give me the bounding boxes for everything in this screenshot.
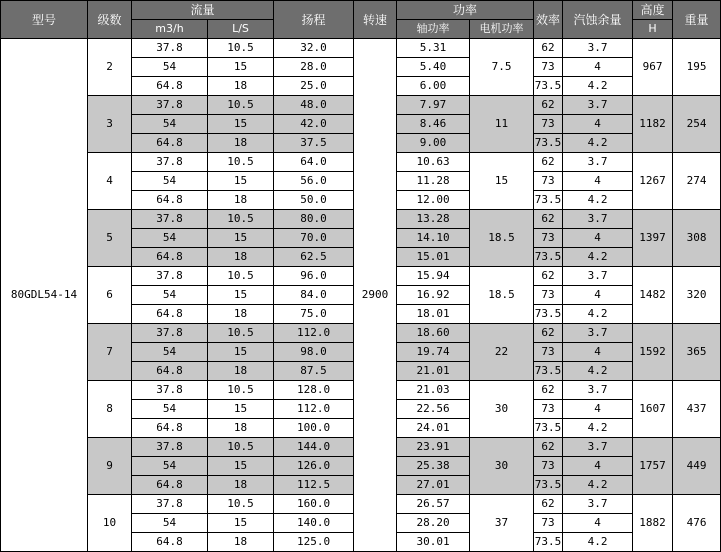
- npsh-cell: 3.7: [563, 39, 633, 58]
- flow-ls-cell: 15: [208, 115, 274, 134]
- flow-ls-cell: 10.5: [208, 96, 274, 115]
- npsh-cell: 4: [563, 172, 633, 191]
- npsh-cell: 4: [563, 58, 633, 77]
- head-cell: 62.5: [274, 248, 354, 267]
- efficiency-cell: 62: [534, 153, 563, 172]
- efficiency-cell: 62: [534, 438, 563, 457]
- flow-m3h-cell: 64.8: [132, 248, 208, 267]
- shaft-power-cell: 8.46: [397, 115, 470, 134]
- stages-cell: 9: [88, 438, 132, 495]
- flow-ls-cell: 15: [208, 58, 274, 77]
- weight-cell: 365: [673, 324, 721, 381]
- head-cell: 50.0: [274, 191, 354, 210]
- header-flow-m3h: m3/h: [132, 20, 208, 39]
- npsh-cell: 4: [563, 514, 633, 533]
- head-cell: 75.0: [274, 305, 354, 324]
- shaft-power-cell: 21.03: [397, 381, 470, 400]
- header-motor-power: 电机功率: [470, 20, 534, 39]
- flow-ls-cell: 18: [208, 305, 274, 324]
- head-cell: 84.0: [274, 286, 354, 305]
- weight-cell: 476: [673, 495, 721, 552]
- npsh-cell: 4.2: [563, 134, 633, 153]
- head-cell: 48.0: [274, 96, 354, 115]
- motor-power-cell: 7.5: [470, 39, 534, 96]
- flow-ls-cell: 18: [208, 77, 274, 96]
- npsh-cell: 3.7: [563, 381, 633, 400]
- npsh-cell: 4.2: [563, 77, 633, 96]
- npsh-cell: 4.2: [563, 305, 633, 324]
- head-cell: 37.5: [274, 134, 354, 153]
- shaft-power-cell: 21.01: [397, 362, 470, 381]
- motor-power-cell: 22: [470, 324, 534, 381]
- header-stages: 级数: [88, 1, 132, 39]
- flow-m3h-cell: 54: [132, 400, 208, 419]
- header-height-unit: H: [633, 20, 673, 39]
- head-cell: 56.0: [274, 172, 354, 191]
- header-head: 扬程: [274, 1, 354, 39]
- stages-cell: 7: [88, 324, 132, 381]
- flow-m3h-cell: 54: [132, 457, 208, 476]
- flow-ls-cell: 15: [208, 229, 274, 248]
- npsh-cell: 4.2: [563, 191, 633, 210]
- efficiency-cell: 62: [534, 96, 563, 115]
- efficiency-cell: 62: [534, 495, 563, 514]
- head-cell: 70.0: [274, 229, 354, 248]
- npsh-cell: 3.7: [563, 495, 633, 514]
- flow-ls-cell: 10.5: [208, 267, 274, 286]
- flow-ls-cell: 10.5: [208, 495, 274, 514]
- flow-m3h-cell: 54: [132, 514, 208, 533]
- flow-ls-cell: 15: [208, 457, 274, 476]
- height-cell: 1182: [633, 96, 673, 153]
- shaft-power-cell: 18.01: [397, 305, 470, 324]
- shaft-power-cell: 19.74: [397, 343, 470, 362]
- stages-cell: 5: [88, 210, 132, 267]
- flow-m3h-cell: 37.8: [132, 495, 208, 514]
- shaft-power-cell: 26.57: [397, 495, 470, 514]
- header-npsh: 汽蚀余量: [563, 1, 633, 39]
- flow-m3h-cell: 37.8: [132, 96, 208, 115]
- head-cell: 112.5: [274, 476, 354, 495]
- flow-m3h-cell: 54: [132, 115, 208, 134]
- weight-cell: 195: [673, 39, 721, 96]
- stages-cell: 10: [88, 495, 132, 552]
- flow-m3h-cell: 54: [132, 172, 208, 191]
- flow-ls-cell: 18: [208, 362, 274, 381]
- npsh-cell: 3.7: [563, 153, 633, 172]
- stages-cell: 2: [88, 39, 132, 96]
- npsh-cell: 4: [563, 286, 633, 305]
- npsh-cell: 3.7: [563, 438, 633, 457]
- efficiency-cell: 73: [534, 286, 563, 305]
- header-flow: 流量: [132, 1, 274, 20]
- header-height: 高度: [633, 1, 673, 20]
- efficiency-cell: 73: [534, 58, 563, 77]
- height-cell: 1607: [633, 381, 673, 438]
- npsh-cell: 4: [563, 400, 633, 419]
- motor-power-cell: 30: [470, 381, 534, 438]
- flow-ls-cell: 15: [208, 343, 274, 362]
- head-cell: 128.0: [274, 381, 354, 400]
- flow-m3h-cell: 37.8: [132, 324, 208, 343]
- flow-ls-cell: 15: [208, 286, 274, 305]
- npsh-cell: 4: [563, 343, 633, 362]
- npsh-cell: 4: [563, 115, 633, 134]
- flow-ls-cell: 15: [208, 172, 274, 191]
- npsh-cell: 4.2: [563, 533, 633, 552]
- npsh-cell: 3.7: [563, 96, 633, 115]
- head-cell: 98.0: [274, 343, 354, 362]
- shaft-power-cell: 15.94: [397, 267, 470, 286]
- head-cell: 160.0: [274, 495, 354, 514]
- efficiency-cell: 62: [534, 210, 563, 229]
- weight-cell: 449: [673, 438, 721, 495]
- flow-m3h-cell: 54: [132, 343, 208, 362]
- efficiency-cell: 73.5: [534, 77, 563, 96]
- height-cell: 1757: [633, 438, 673, 495]
- flow-ls-cell: 18: [208, 533, 274, 552]
- head-cell: 112.0: [274, 324, 354, 343]
- flow-m3h-cell: 37.8: [132, 381, 208, 400]
- flow-m3h-cell: 64.8: [132, 134, 208, 153]
- flow-m3h-cell: 37.8: [132, 210, 208, 229]
- shaft-power-cell: 13.28: [397, 210, 470, 229]
- flow-m3h-cell: 64.8: [132, 476, 208, 495]
- shaft-power-cell: 28.20: [397, 514, 470, 533]
- shaft-power-cell: 24.01: [397, 419, 470, 438]
- shaft-power-cell: 18.60: [397, 324, 470, 343]
- npsh-cell: 3.7: [563, 324, 633, 343]
- weight-cell: 308: [673, 210, 721, 267]
- shaft-power-cell: 15.01: [397, 248, 470, 267]
- efficiency-cell: 62: [534, 381, 563, 400]
- shaft-power-cell: 5.31: [397, 39, 470, 58]
- head-cell: 96.0: [274, 267, 354, 286]
- shaft-power-cell: 22.56: [397, 400, 470, 419]
- header-efficiency: 效率: [534, 1, 563, 39]
- flow-ls-cell: 18: [208, 476, 274, 495]
- weight-cell: 320: [673, 267, 721, 324]
- flow-ls-cell: 18: [208, 419, 274, 438]
- height-cell: 1882: [633, 495, 673, 552]
- shaft-power-cell: 16.92: [397, 286, 470, 305]
- efficiency-cell: 73.5: [534, 134, 563, 153]
- efficiency-cell: 73.5: [534, 305, 563, 324]
- height-cell: 1267: [633, 153, 673, 210]
- efficiency-cell: 73.5: [534, 476, 563, 495]
- height-cell: 967: [633, 39, 673, 96]
- head-cell: 25.0: [274, 77, 354, 96]
- head-cell: 80.0: [274, 210, 354, 229]
- efficiency-cell: 62: [534, 39, 563, 58]
- header-model: 型号: [1, 1, 88, 39]
- efficiency-cell: 73.5: [534, 191, 563, 210]
- flow-ls-cell: 15: [208, 514, 274, 533]
- stages-cell: 8: [88, 381, 132, 438]
- shaft-power-cell: 11.28: [397, 172, 470, 191]
- motor-power-cell: 15: [470, 153, 534, 210]
- head-cell: 144.0: [274, 438, 354, 457]
- head-cell: 140.0: [274, 514, 354, 533]
- flow-m3h-cell: 54: [132, 286, 208, 305]
- npsh-cell: 3.7: [563, 267, 633, 286]
- head-cell: 28.0: [274, 58, 354, 77]
- header-flow-ls: L/S: [208, 20, 274, 39]
- height-cell: 1397: [633, 210, 673, 267]
- model-cell: 80GDL54-14: [1, 39, 88, 552]
- stages-cell: 4: [88, 153, 132, 210]
- npsh-cell: 4.2: [563, 476, 633, 495]
- head-cell: 87.5: [274, 362, 354, 381]
- head-cell: 125.0: [274, 533, 354, 552]
- motor-power-cell: 37: [470, 495, 534, 552]
- head-cell: 64.0: [274, 153, 354, 172]
- header-shaft-power: 轴功率: [397, 20, 470, 39]
- flow-m3h-cell: 54: [132, 229, 208, 248]
- flow-ls-cell: 10.5: [208, 438, 274, 457]
- npsh-cell: 3.7: [563, 210, 633, 229]
- efficiency-cell: 73: [534, 514, 563, 533]
- table-body: [1, 39, 721, 552]
- speed-cell: 2900: [354, 39, 397, 552]
- npsh-cell: 4.2: [563, 419, 633, 438]
- head-cell: 42.0: [274, 115, 354, 134]
- table-row: [1, 39, 721, 58]
- header-weight: 重量: [673, 1, 721, 39]
- shaft-power-cell: 9.00: [397, 134, 470, 153]
- flow-m3h-cell: 64.8: [132, 533, 208, 552]
- flow-m3h-cell: 64.8: [132, 77, 208, 96]
- efficiency-cell: 73: [534, 229, 563, 248]
- shaft-power-cell: 12.00: [397, 191, 470, 210]
- npsh-cell: 4: [563, 229, 633, 248]
- efficiency-cell: 73: [534, 457, 563, 476]
- flow-m3h-cell: 37.8: [132, 153, 208, 172]
- head-cell: 112.0: [274, 400, 354, 419]
- flow-m3h-cell: 64.8: [132, 305, 208, 324]
- height-cell: 1482: [633, 267, 673, 324]
- weight-cell: 254: [673, 96, 721, 153]
- flow-m3h-cell: 37.8: [132, 39, 208, 58]
- efficiency-cell: 73.5: [534, 362, 563, 381]
- flow-ls-cell: 10.5: [208, 381, 274, 400]
- stages-cell: 3: [88, 96, 132, 153]
- shaft-power-cell: 25.38: [397, 457, 470, 476]
- flow-m3h-cell: 54: [132, 58, 208, 77]
- npsh-cell: 4.2: [563, 362, 633, 381]
- efficiency-cell: 62: [534, 267, 563, 286]
- motor-power-cell: 18.5: [470, 210, 534, 267]
- motor-power-cell: 11: [470, 96, 534, 153]
- flow-ls-cell: 15: [208, 400, 274, 419]
- shaft-power-cell: 6.00: [397, 77, 470, 96]
- shaft-power-cell: 27.01: [397, 476, 470, 495]
- flow-m3h-cell: 37.8: [132, 438, 208, 457]
- efficiency-cell: 73: [534, 172, 563, 191]
- head-cell: 126.0: [274, 457, 354, 476]
- flow-ls-cell: 10.5: [208, 39, 274, 58]
- shaft-power-cell: 7.97: [397, 96, 470, 115]
- weight-cell: 274: [673, 153, 721, 210]
- flow-ls-cell: 18: [208, 248, 274, 267]
- efficiency-cell: 73.5: [534, 248, 563, 267]
- shaft-power-cell: 10.63: [397, 153, 470, 172]
- flow-ls-cell: 18: [208, 191, 274, 210]
- shaft-power-cell: 30.01: [397, 533, 470, 552]
- motor-power-cell: 30: [470, 438, 534, 495]
- flow-ls-cell: 10.5: [208, 324, 274, 343]
- flow-ls-cell: 10.5: [208, 153, 274, 172]
- efficiency-cell: 73: [534, 115, 563, 134]
- flow-m3h-cell: 64.8: [132, 362, 208, 381]
- header-power: 功率: [397, 1, 534, 20]
- npsh-cell: 4: [563, 457, 633, 476]
- weight-cell: 437: [673, 381, 721, 438]
- head-cell: 32.0: [274, 39, 354, 58]
- header-row-top: [1, 1, 721, 20]
- flow-m3h-cell: 64.8: [132, 191, 208, 210]
- flow-ls-cell: 10.5: [208, 210, 274, 229]
- efficiency-cell: 73: [534, 400, 563, 419]
- shaft-power-cell: 5.40: [397, 58, 470, 77]
- flow-m3h-cell: 37.8: [132, 267, 208, 286]
- stages-cell: 6: [88, 267, 132, 324]
- motor-power-cell: 18.5: [470, 267, 534, 324]
- efficiency-cell: 73: [534, 343, 563, 362]
- npsh-cell: 4.2: [563, 248, 633, 267]
- height-cell: 1592: [633, 324, 673, 381]
- efficiency-cell: 73.5: [534, 533, 563, 552]
- flow-m3h-cell: 64.8: [132, 419, 208, 438]
- shaft-power-cell: 23.91: [397, 438, 470, 457]
- shaft-power-cell: 14.10: [397, 229, 470, 248]
- head-cell: 100.0: [274, 419, 354, 438]
- header-speed: 转速: [354, 1, 397, 39]
- efficiency-cell: 62: [534, 324, 563, 343]
- efficiency-cell: 73.5: [534, 419, 563, 438]
- flow-ls-cell: 18: [208, 134, 274, 153]
